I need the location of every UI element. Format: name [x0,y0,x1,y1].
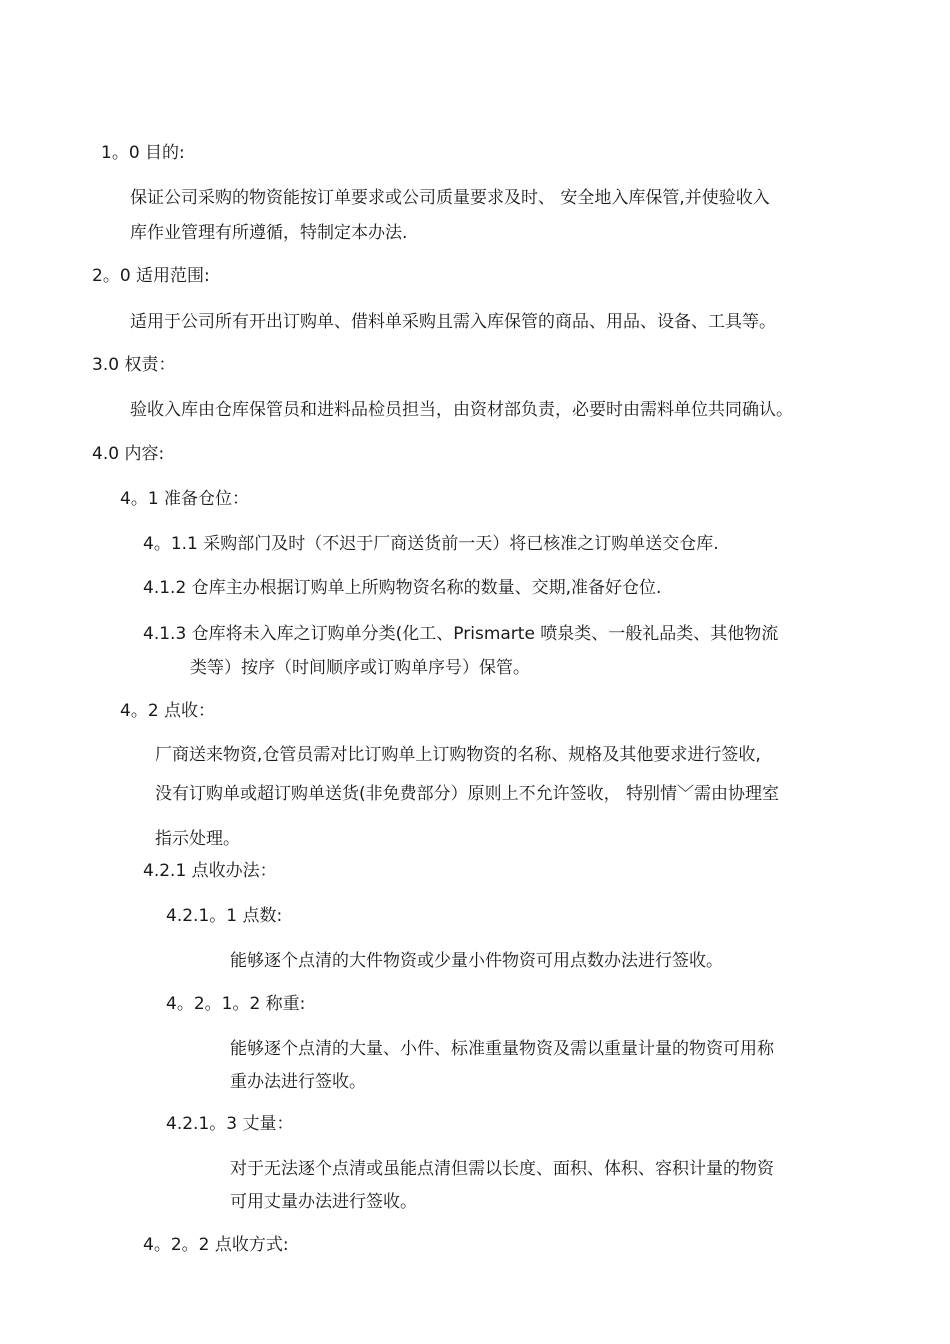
section-4-1-3-line-1: 4.1.3 仓库将未入库之订购单分类(化工、Prismarte 喷泉类、一般礼品类、其他物流 [143,624,779,644]
section-1-body-line-1: 保证公司采购的物资能按订单要求或公司质量要求及时、 安全地入库保管,并使验收入 [130,188,770,208]
section-4-2-1-1-heading: 4.2.1。1 点数: [166,906,283,926]
section-4-1-heading: 4。1 准备仓位： [120,489,250,509]
section-4-2-heading: 4。2 点收： [120,701,216,721]
section-4-2-1-2-body-line-1: 能够逐个点清的大量、小件、标准重量物资及需以重量计量的物资可用称 [230,1039,774,1059]
section-4-1-2: 4.1.2 仓库主办根据订购单上所购物资名称的数量、交期,准备好仓位. [143,578,662,598]
section-4-2-2-heading: 4。2。2 点收方式: [143,1235,289,1255]
section-1-body-line-2: 库作业管理有所遵循，特制定本办法. [130,223,408,243]
section-4-2-1-3-body-line-2: 可用丈量办法进行签收。 [230,1192,417,1212]
section-4-2-1-3-heading: 4.2.1。3 丈量： [166,1114,294,1134]
section-4-2-1-2-heading: 4。2。1。2 称重: [166,994,306,1014]
section-4-2-body-line-2: 没有订购单或超订购单送货(非免费部分）原则上不允许签收， 特别情﹀需由协理室 [155,784,780,804]
section-4-2-1-heading: 4.2.1 点收办法： [143,861,277,881]
section-3-heading: 3.0 权责： [92,355,176,375]
section-4-2-body-line-3: 指示处理。 [155,829,240,849]
section-2-body: 适用于公司所有开出订购单、借料单采购且需入库保管的商品、用品、设备、工具等。 [130,312,776,332]
section-4-2-1-3-body-line-1: 对于无法逐个点清或虽能点清但需以长度、面积、体积、容积计量的物资 [230,1159,774,1179]
section-3-body: 验收入库由仓库保管员和进料品检员担当，由资材部负责，必要时由需料单位共同确认。 [130,400,793,420]
section-2-heading: 2。0 适用范围: [92,266,210,286]
section-4-1-1: 4。1.1 采购部门及时（不迟于厂商送货前一天）将已核准之订购单送交仓库. [143,534,719,554]
section-4-2-1-1-body: 能够逐个点清的大件物资或少量小件物资可用点数办法进行签收。 [230,951,723,971]
section-4-2-body-line-1: 厂商送来物资,仓管员需对比订购单上订购物资的名称、规格及其他要求进行签收, [155,745,761,765]
section-4-2-1-2-body-line-2: 重办法进行签收。 [230,1072,366,1092]
section-1-heading: 1。0 目的: [101,143,185,163]
section-4-heading: 4.0 内容: [92,444,165,464]
section-4-1-3-line-2: 类等）按序（时间顺序或订购单序号）保管。 [190,658,530,678]
